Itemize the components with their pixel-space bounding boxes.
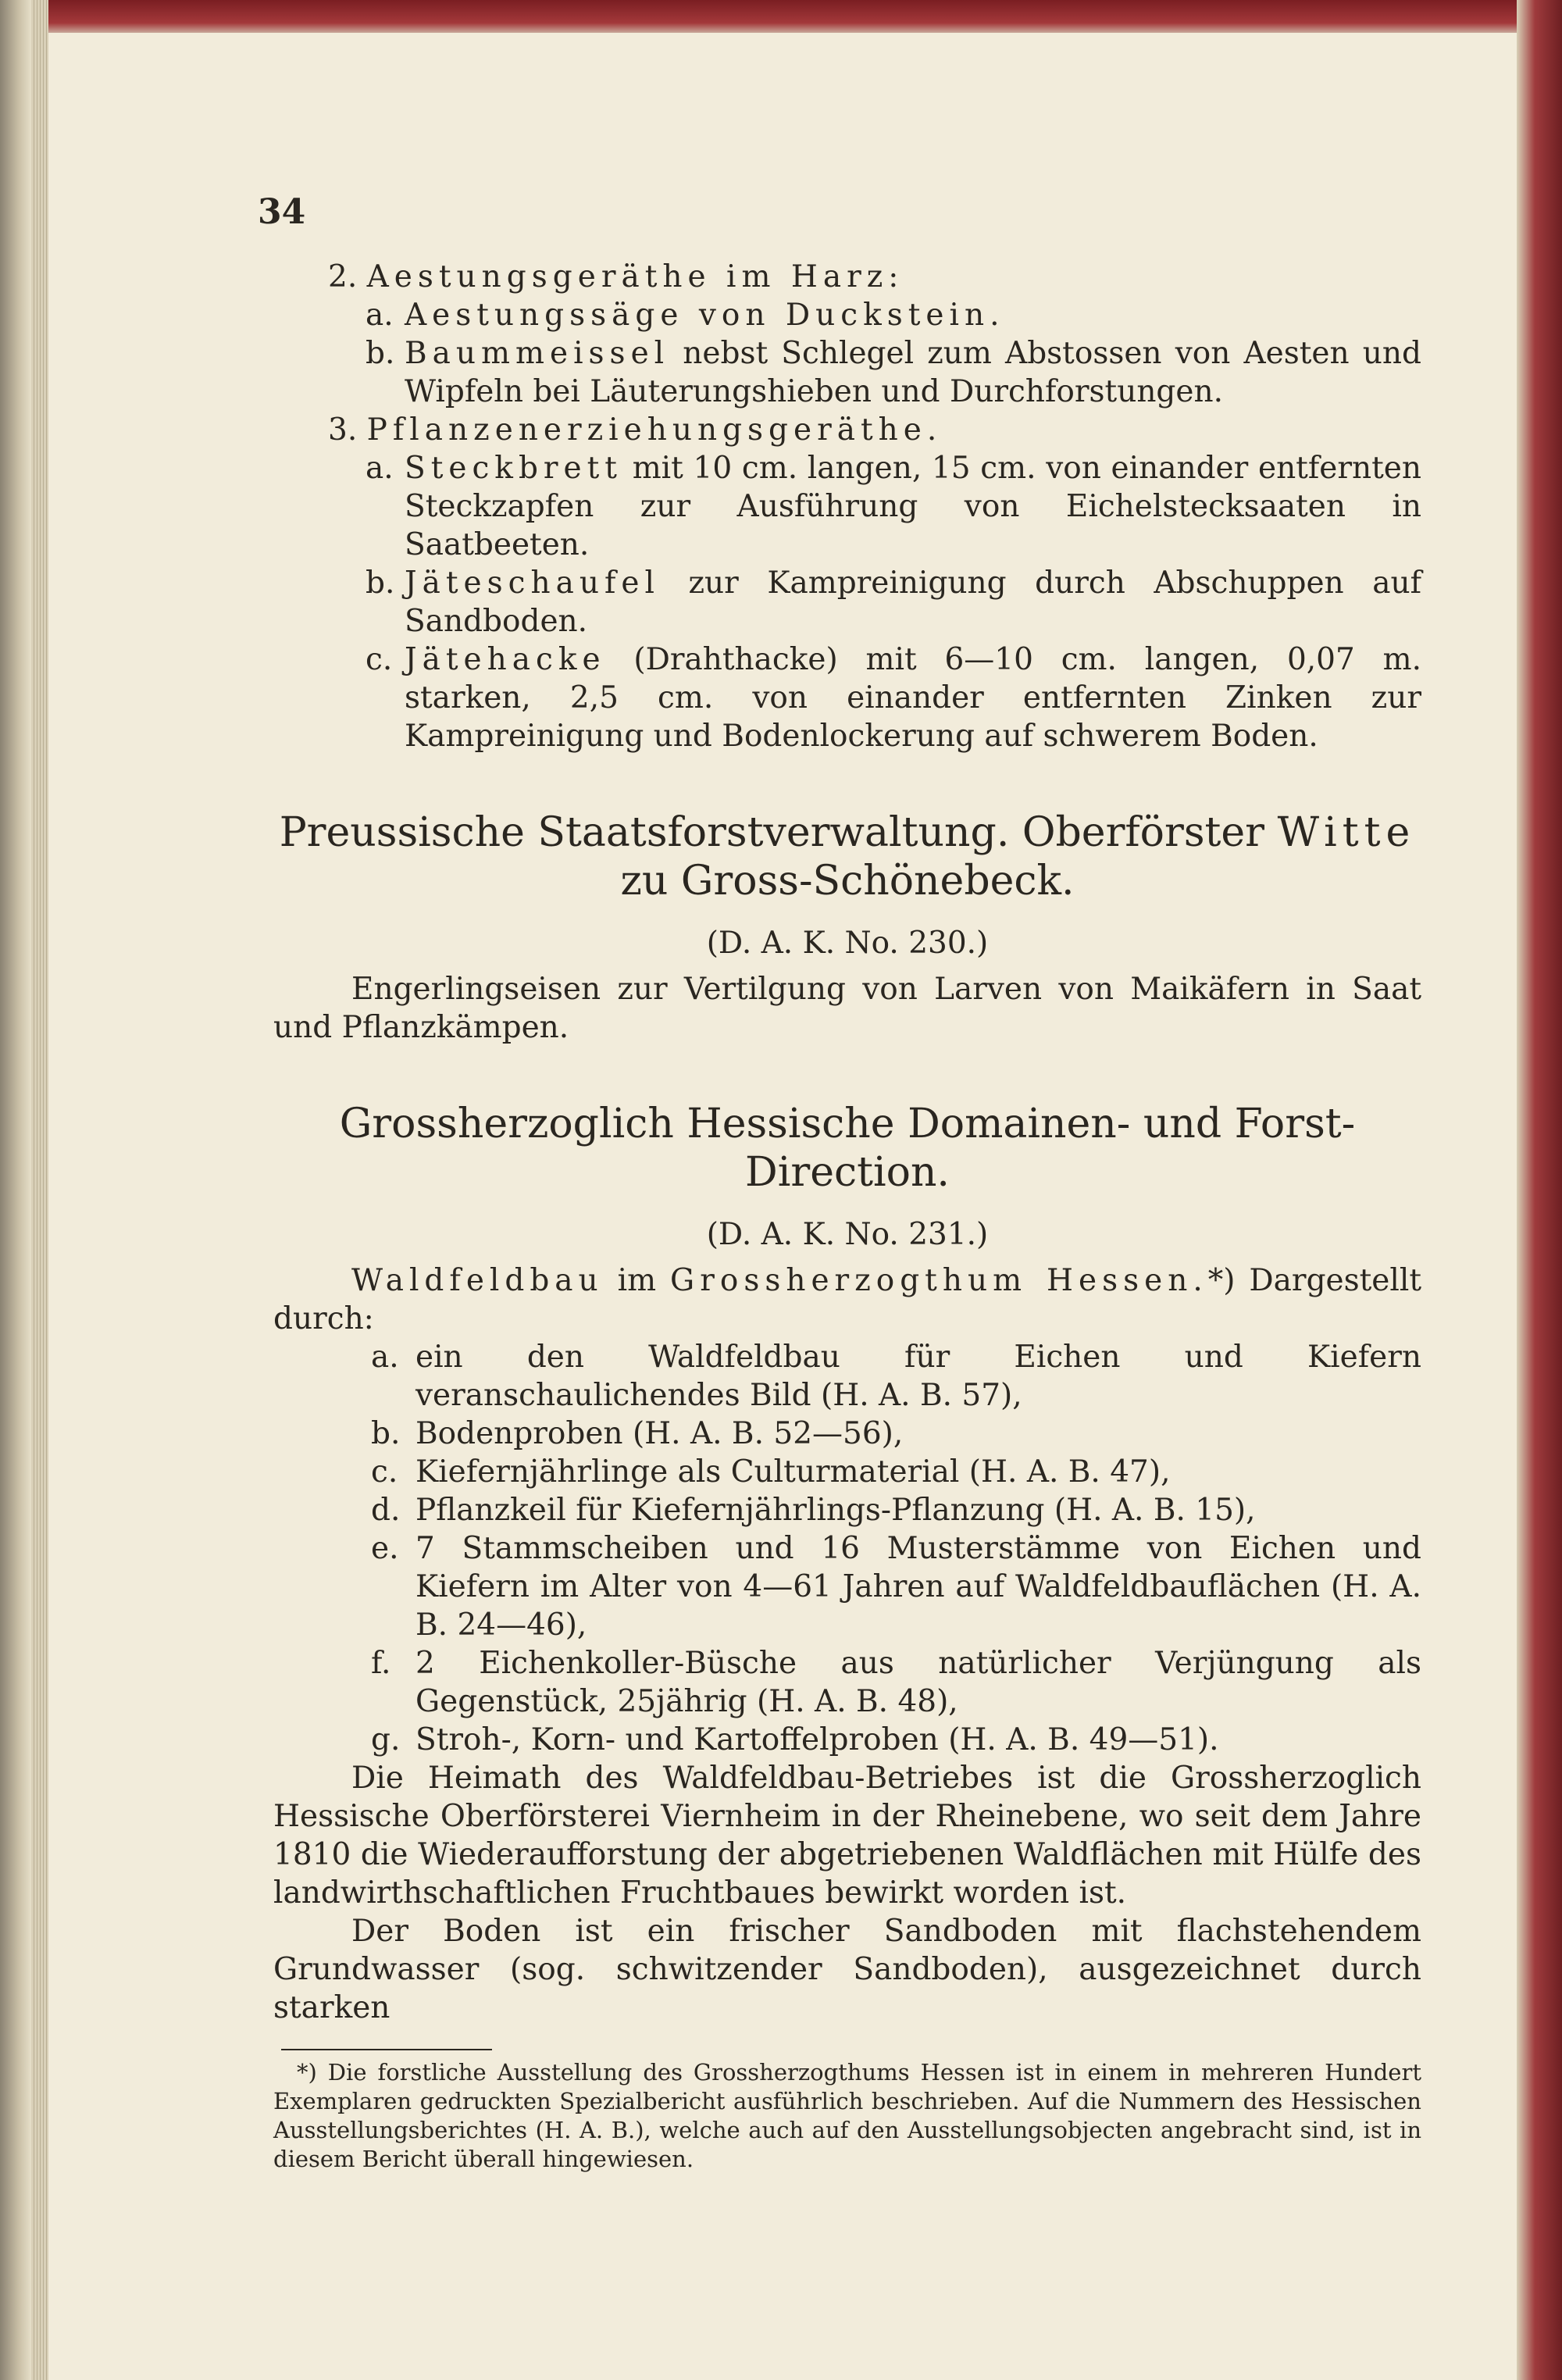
item-text: Bodenproben (H. A. B. 52—56),: [415, 1416, 904, 1451]
section-2-item-b: [273, 334, 1421, 411]
heading-line: Grossherzoglich Hessische Domainen- und Forst-: [339, 1101, 1356, 1147]
item-label: g.: [371, 1722, 401, 1757]
hessen-reference: (D. A. K. No. 231.): [706, 1217, 989, 1252]
section-3-item-b: [273, 564, 1421, 640]
hessen-paragraph-2: Der Boden ist ein frischer Sandboden mit flachstehendem Grundwasser (sog. schwitzender Sandboden), ausgezeichnet durch starken: [273, 1914, 1421, 2025]
hessen-item-a: [273, 1338, 1421, 1415]
hessen-item-c: [273, 1453, 1421, 1491]
item-text: 2 Eichenkoller-Büsche aus natürlicher Verjüngung als Gegenstück, 25jährig (H. A. B. 48),: [415, 1646, 1421, 1719]
item-label: c.: [366, 642, 393, 677]
item-text: 7 Stammscheiben und 16 Musterstämme von Eichen und Kiefern im Alter von 4—61 Jahren auf Waldfeldbauflächen (H. A. B. 24—46),: [415, 1531, 1421, 1643]
item-label: a.: [366, 451, 394, 486]
item-text: Stroh-, Korn- und Kartoffelproben (H. A. B. 49—51).: [415, 1722, 1219, 1757]
section-3-heading: [273, 411, 1421, 449]
item-text: mit 10 cm. langen, 15 cm. von einander entfernten Steckzapfen zur Ausführung von Eichelstecksaaten in Saatbeeten.: [405, 451, 1421, 562]
preussen-heading: [273, 808, 1421, 905]
hessen-paragraph-1: Die Heimath des Waldfeldbau-Betriebes ist die Grossherzoglich Hessische Oberförsterei Viernheim in der Rheinebene, wo seit dem Jahre 1810 die Wiederaufforstung der abgetriebenen Waldflächen mit Hülfe des landwirthschaftlichen Fruchtbaues bewirkt worden ist.: [273, 1761, 1421, 1911]
item-text: Pflanzkeil für Kiefernjährlings-Pflanzung (H. A. B. 15),: [415, 1493, 1256, 1528]
preussen-text: Engerlingseisen zur Vertilgung von Larven von Maikäfern in Saat und Pflanzkämpen.: [273, 972, 1421, 1045]
item-text: ein den Waldfeldbau für Eichen und Kiefern veranschaulichendes Bild (H. A. B. 57),: [415, 1340, 1421, 1413]
section-2-item-a: [273, 296, 1421, 334]
hessen-item-g: [273, 1721, 1421, 1759]
item-text: Kiefernjährlinge als Culturmaterial (H. A. B. 47),: [415, 1454, 1171, 1490]
hessen-heading: [273, 1100, 1421, 1197]
heading-line: Direction.: [745, 1149, 950, 1196]
item-text: zur Kampreinigung durch Abschuppen auf Sandboden.: [405, 566, 1421, 639]
book-binding: [0, 0, 31, 2380]
section-2-title: Aestungsgeräthe im Harz:: [366, 259, 904, 294]
hessen-item-b: [273, 1415, 1421, 1453]
hessen-intro: [273, 1261, 1421, 1338]
item-label: a.: [371, 1340, 399, 1375]
section-3-number: 3.: [328, 412, 358, 448]
hessen-item-e: [273, 1529, 1421, 1644]
item-title: Baummeissel: [405, 336, 670, 371]
book-right-edge: [1517, 0, 1562, 2380]
item-text: nebst Schlegel zum Abstossen von Aesten und Wipfeln bei Läuterungshieben und Durchforstungen.: [405, 336, 1421, 409]
section-2-heading: [273, 258, 1421, 296]
preussen-reference: (D. A. K. No. 230.): [706, 926, 989, 961]
hessen-item-d: [273, 1491, 1421, 1529]
hessen-item-f: [273, 1644, 1421, 1721]
item-title: Steckbrett: [405, 451, 622, 486]
intro-text: *) Dargestellt durch:: [273, 1263, 1422, 1336]
page-stack-edge: [31, 0, 48, 2380]
item-label: b.: [371, 1416, 401, 1451]
section-3-item-a: [273, 449, 1421, 564]
item-label: d.: [371, 1493, 401, 1528]
page-number: 34: [258, 192, 306, 232]
section-2-number: 2.: [328, 259, 358, 294]
item-label: b.: [366, 336, 395, 371]
item-label: b.: [366, 566, 395, 601]
item-label: a.: [366, 298, 394, 333]
item-label: e.: [371, 1531, 399, 1566]
intro-title: Grossherzogthum Hessen.: [670, 1263, 1208, 1298]
intro-title: Waldfeldbau: [351, 1263, 604, 1298]
item-title: Jätehacke: [405, 642, 606, 677]
item-label: f.: [371, 1646, 391, 1681]
footnote-divider: [281, 2049, 492, 2050]
footnote: [273, 2058, 1421, 2174]
heading-name: Witte: [1277, 809, 1416, 856]
book-top-edge: [0, 0, 1562, 33]
item-title: Aestungssäge von Duckstein.: [405, 298, 1005, 333]
heading-line: Preussische Staatsforstverwaltung. Oberförster: [279, 809, 1265, 856]
item-title: Jäteschaufel: [405, 566, 660, 601]
heading-line: zu Gross-Schönebeck.: [620, 858, 1075, 905]
intro-text: im: [603, 1263, 671, 1298]
item-label: c.: [371, 1454, 398, 1490]
footnote-text: *) Die forstliche Ausstellung des Grossherzogthums Hessen ist in einem in mehreren Hundert Exemplaren gedruckten Spezialbericht ausführlich beschrieben. Auf die Nummern des Hessischen Ausstellungsberichtes (H. A. B.), welche auch auf den Ausstellungsobjecten angebracht sind, ist in diesem Bericht überall hingewiesen.: [273, 2059, 1421, 2172]
page-body: [273, 258, 1421, 2174]
section-3-title: Pflanzenerziehungsgeräthe.: [366, 412, 943, 448]
section-3-item-c: [273, 640, 1421, 755]
item-text: (Drahthacke) mit 6—10 cm. langen, 0,07 m. starken, 2,5 cm. von einander entfernten Zinken zur Kampreinigung und Bodenlockerung auf schwerem Boden.: [405, 642, 1421, 754]
